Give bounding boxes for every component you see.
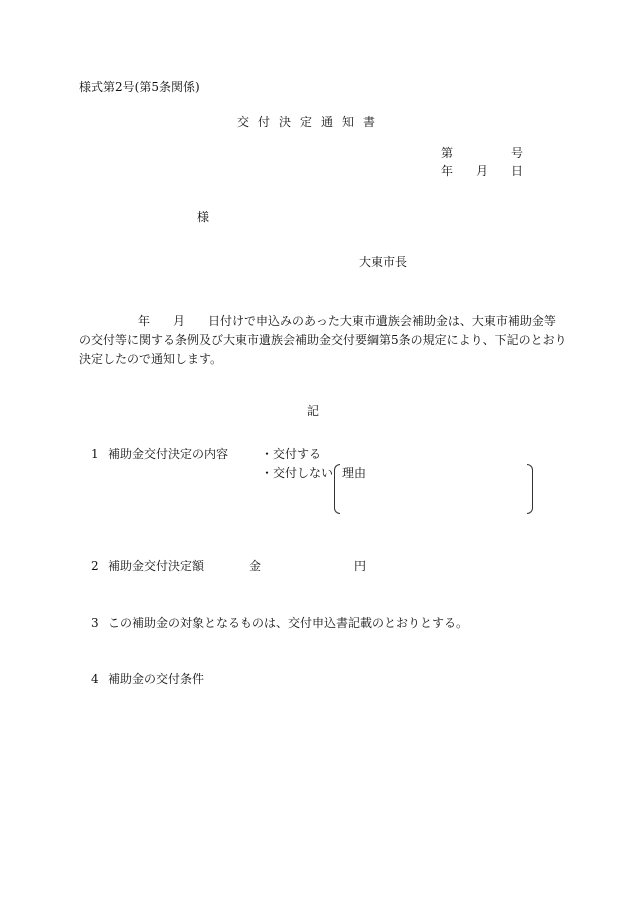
amount-kin: 金 <box>249 559 262 573</box>
reason-label: 理由 <box>342 466 367 480</box>
number-prefix: 第 <box>441 146 454 160</box>
item-4-label: 補助金の交付条件 <box>108 672 205 686</box>
document-title: 交付決定通知書 <box>237 115 385 129</box>
amount-yen: 円 <box>354 559 367 573</box>
body-line-3: 決定したので通知します。 <box>79 352 223 366</box>
item-4-number: 4 <box>91 672 99 686</box>
item-2-number: 2 <box>91 559 99 573</box>
item-1-option-grant: ・交付する <box>261 447 322 461</box>
body-month: 月 <box>173 314 186 328</box>
sender-name: 大東市長 <box>359 255 408 269</box>
date-day: 日 <box>511 164 524 178</box>
date-month: 月 <box>476 164 489 178</box>
number-suffix: 号 <box>511 146 524 160</box>
body-line-2: の交付等に関する条例及び大東市遺族会補助金交付要綱第5条の規定により、下記のとおり <box>79 333 567 347</box>
item-1-number: 1 <box>91 447 99 461</box>
date-year: 年 <box>441 164 454 178</box>
form-number: 様式第2号(第5条関係) <box>79 80 200 94</box>
item-2-label: 補助金交付決定額 <box>108 559 205 573</box>
item-3-number: 3 <box>91 616 99 630</box>
body-line-1: 日付けで申込みのあった大東市遺族会補助金は、大東市補助金等 <box>208 314 556 328</box>
addressee-honorific: 様 <box>197 210 210 224</box>
reason-bracket-left <box>334 464 340 514</box>
reason-bracket-right <box>527 464 533 514</box>
ki-heading: 記 <box>307 404 320 418</box>
item-1-label: 補助金交付決定の内容 <box>108 447 229 461</box>
item-1-option-deny: ・交付しない <box>261 466 334 480</box>
body-year: 年 <box>138 314 151 328</box>
item-3-text: この補助金の対象となるものは、交付申込書記載のとおりとする。 <box>108 616 469 630</box>
